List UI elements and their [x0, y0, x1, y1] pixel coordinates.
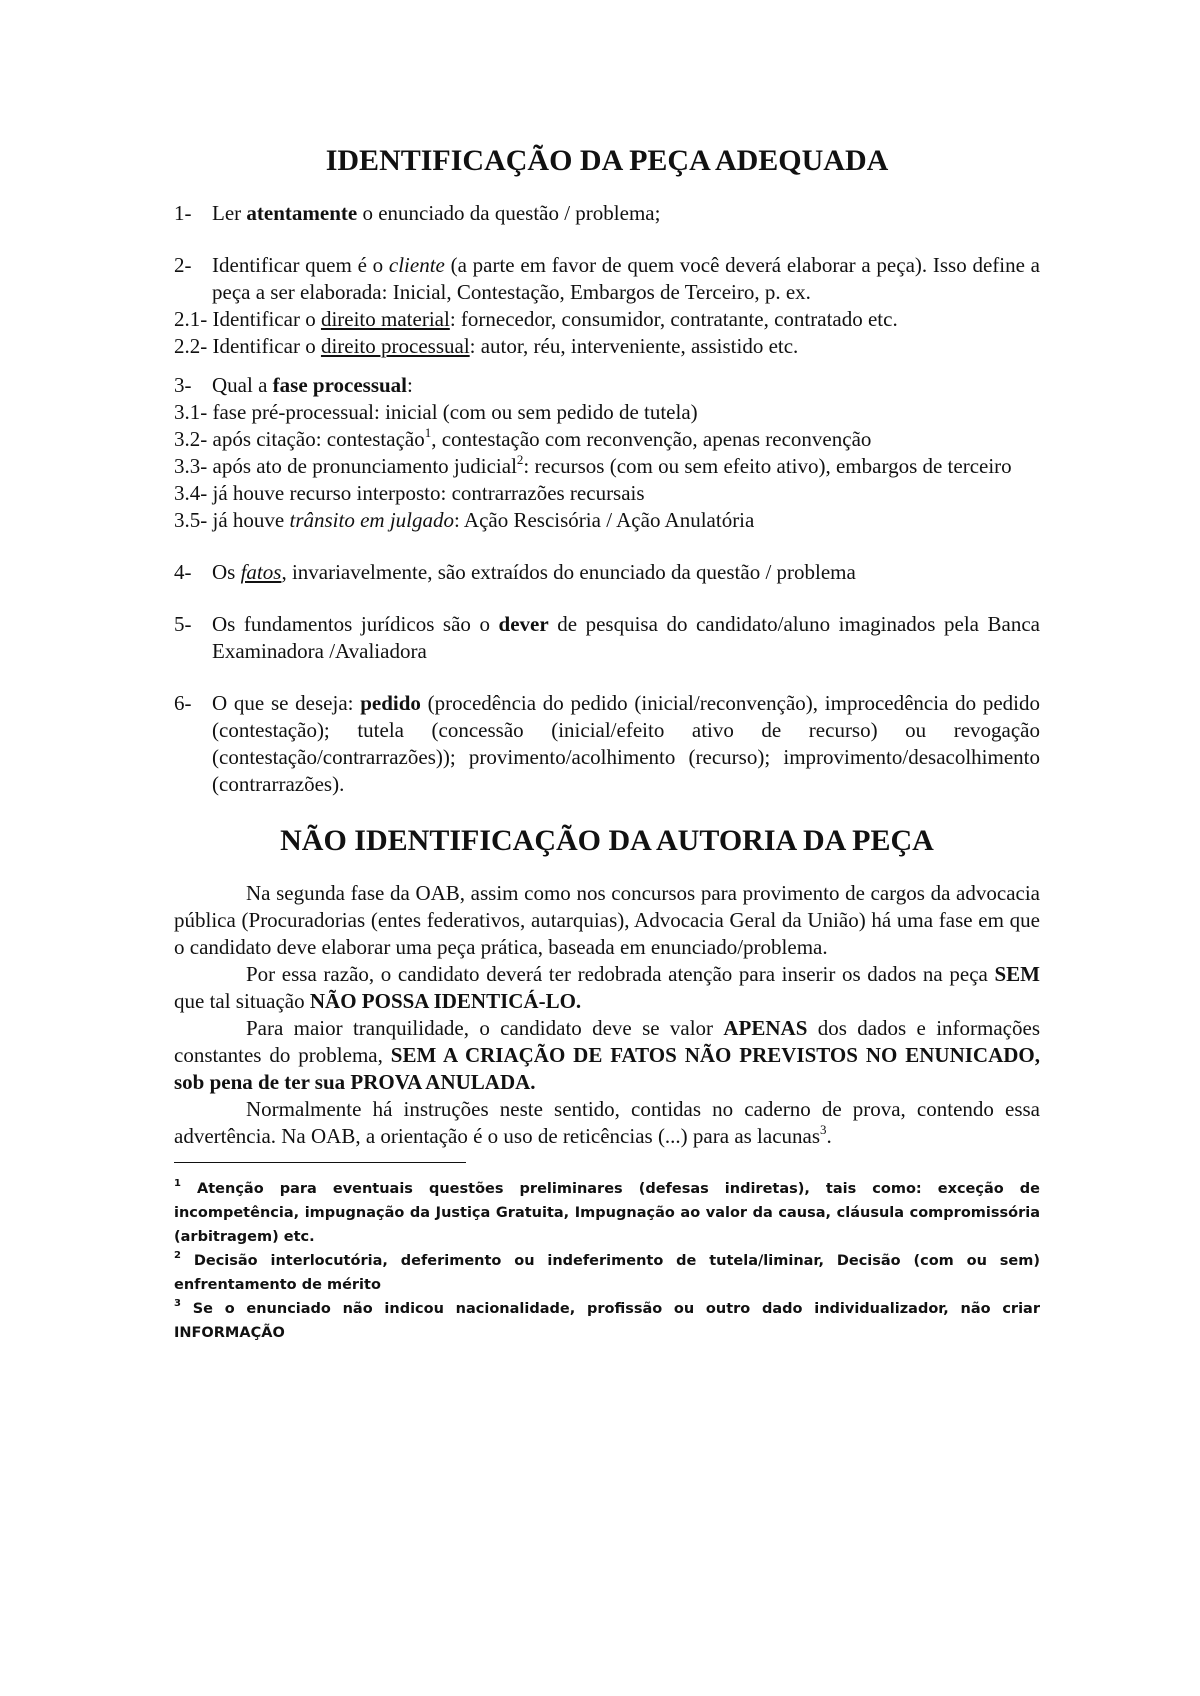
footnote-mark: 3 [174, 1298, 181, 1310]
list-item-3 [174, 372, 1040, 399]
sub-item-3-3 [174, 453, 1040, 480]
item-number: 6- [174, 691, 192, 715]
footnote-2 [174, 1249, 1040, 1297]
list-item-1 [174, 200, 1040, 227]
text-run: : Ação Rescisória / Ação Anulatória [454, 508, 755, 532]
paragraph-4 [174, 1096, 1040, 1150]
bold-text: SEM [994, 962, 1040, 986]
sub-item-3-4: 3.4- já houve recurso interposto: contrarrazões recursais [174, 481, 645, 505]
text-run: O que se deseja: [212, 691, 361, 715]
item-text [212, 200, 1040, 227]
bold-text: APENAS [723, 1016, 808, 1040]
text-run: : fornecedor, consumidor, contratante, contratado etc. [449, 307, 898, 331]
item-text [212, 559, 1040, 586]
text-run: dos dados e informações constantes do problema, [174, 1016, 1040, 1067]
item-number: 2- [174, 253, 192, 277]
text-run: Normalmente há instruções neste sentido, contidas no caderno de prova, contendo essa advertência. Na OAB, a orientação é o uso de reticências (...) para as lacunas [174, 1097, 1040, 1148]
text-run: 3.5- já houve [174, 508, 290, 532]
text-run: : recursos (com ou sem efeito ativo), embargos de terceiro [523, 454, 1012, 478]
underlined-text: direito material [320, 307, 450, 331]
text-run: Os fundamentos jurídicos são o [212, 612, 499, 636]
text-run: (a parte em favor de quem você deverá elaborar a peça). Isso define a peça a ser elaborada: Inicial, Contestação, Embargos de Terceiro, p. ex. [212, 253, 1040, 304]
footnote-1 [174, 1177, 1040, 1249]
list-item-6 [174, 690, 1040, 798]
item-text [212, 611, 1040, 665]
italic-text: trânsito em julgado [289, 508, 454, 532]
bold-text: atentamente [246, 201, 358, 225]
footnote-3 [174, 1297, 1040, 1345]
text-run: (procedência do pedido (inicial/reconvenção), improcedência do pedido (contestação); tutela (concessão (inicial/efeito ativo de recurso) ou revogação (contestação/contrarrazões)); provimento/acolhimento (recurso); improvimento/desacolhimento (contrarrazões). [212, 691, 1040, 796]
text-run: 2.2- Identificar o [174, 334, 321, 358]
sub-item-2-2 [174, 333, 1040, 360]
text-run: . [826, 1124, 832, 1148]
sub-item-3-1: 3.1- fase pré-processual: inicial (com ou sem pedido de tutela) [174, 400, 698, 424]
text-run: o enunciado da questão / problema; [357, 201, 661, 225]
item-number: 4- [174, 560, 192, 584]
section-title-autoria: NÃO IDENTIFICAÇÃO DA AUTORIA DA PEÇA [280, 824, 934, 857]
text-run: 2.1- Identificar o [174, 307, 321, 331]
italic-text: cliente [388, 253, 445, 277]
text-run: 3.3- após ato de pronunciamento judicial [174, 454, 517, 478]
italic-underlined-text: fatos [240, 560, 282, 584]
text-run: , invariavelmente, são extraídos do enunciado da questão / problema [281, 560, 856, 584]
sub-item-3-2 [174, 426, 1040, 453]
footnote-separator [174, 1162, 466, 1163]
paragraph-2 [174, 961, 1040, 1015]
text-run: Identificar quem é o [212, 253, 389, 277]
bold-text: fase processual [272, 373, 408, 397]
text-run: : autor, réu, interveniente, assistido etc. [469, 334, 799, 358]
paragraph-3 [174, 1015, 1040, 1096]
bold-text: dever [498, 612, 549, 636]
bold-text: pedido [360, 691, 421, 715]
item-number: 5- [174, 612, 192, 636]
bold-text: SEM A CRIAÇÃO DE FATOS NÃO PREVISTOS NO ENUNICADO, sob pena de ter sua PROVA ANULADA. [174, 1043, 1040, 1094]
paragraph-1: Na segunda fase da OAB, assim como nos concursos para provimento de cargos da advocacia pública (Procuradorias (entes federativos, autarquias), Advocacia Geral da União) há uma fase em que o candidato deve elaborar uma peça prática, baseada em enunciado/problema. [174, 881, 1040, 959]
text-run: : [407, 373, 413, 397]
footnote-ref[interactable]: 1 [424, 425, 432, 440]
underlined-text: direito processual [320, 334, 470, 358]
footnote-text: Decisão interlocutória, deferimento ou indeferimento de tutela/liminar, Decisão (com ou sem) enfrentamento de mérito [174, 1253, 1040, 1293]
text-run: Os [212, 560, 241, 584]
item-text [212, 690, 1040, 798]
item-number: 1- [174, 201, 192, 225]
bold-text: NÃO POSSA IDENTICÁ-LO. [309, 989, 582, 1013]
list-item-4 [174, 559, 1040, 586]
footnote-ref[interactable]: 2 [516, 452, 524, 467]
text-run: Por essa razão, o candidato deverá ter redobrada atenção para inserir os dados na peça [246, 962, 995, 986]
text-run: Qual a [212, 373, 273, 397]
text-run: 3.2- após citação: contestação [174, 427, 425, 451]
text-run: de pesquisa do candidato/aluno imaginados pela Banca Examinadora /Avaliadora [212, 612, 1040, 663]
sub-item-2-1 [174, 306, 1040, 333]
section-title-identificacao: IDENTIFICAÇÃO DA PEÇA ADEQUADA [325, 144, 889, 177]
list-item-5 [174, 611, 1040, 665]
text-run: Para maior tranquilidade, o candidato deve se valor [246, 1016, 724, 1040]
footnote-ref[interactable]: 3 [820, 1122, 827, 1137]
item-text [212, 252, 1040, 306]
text-run: que tal situação [174, 989, 310, 1013]
footnote-mark: 1 [174, 1178, 181, 1190]
item-number: 3- [174, 373, 192, 397]
list-item-2 [174, 252, 1040, 306]
footnote-mark: 2 [174, 1250, 181, 1262]
footnote-text: Se o enunciado não indicou nacionalidade, profissão ou outro dado individualizador, não criar INFORMAÇÃO [174, 1301, 1040, 1341]
text-run: , contestação com reconvenção, apenas reconvenção [431, 427, 872, 451]
text-run: Ler [212, 201, 247, 225]
footnote-text: Atenção para eventuais questões preliminares (defesas indiretas), tais como: exceção de incompetência, impugnação da Justiça Gratuita, Impugnação ao valor da causa, cláusula compromissória (arbitragem) etc. [174, 1181, 1040, 1245]
sub-item-3-5 [174, 507, 1040, 534]
item-text [212, 372, 1040, 399]
